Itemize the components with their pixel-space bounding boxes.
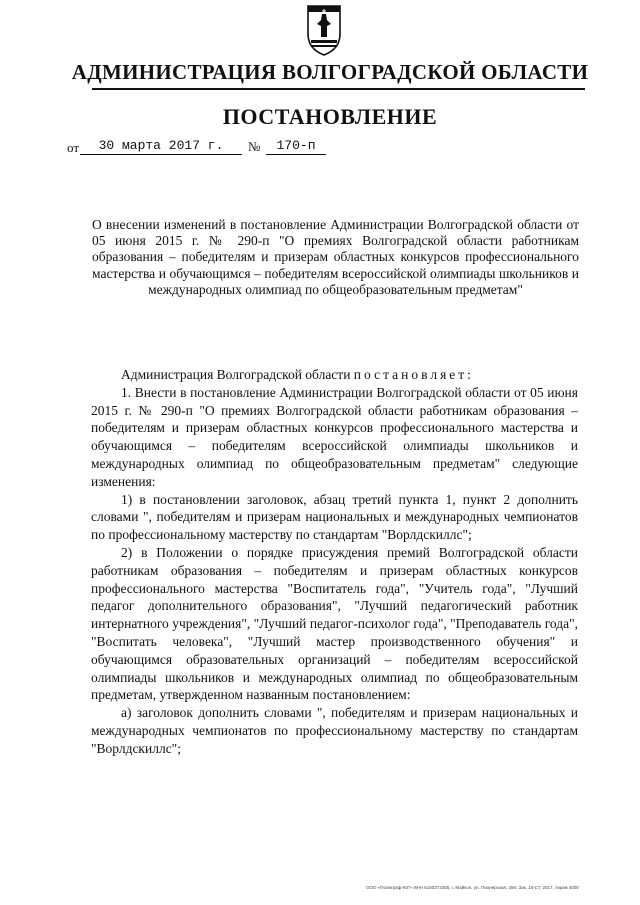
body-paragraph: 1. Внести в постановление Администрации Волгоградской области от 05 июня 2015 г. № 290-п "О премиях Волгоградской области работникам образования – победителям и призерам областных конкурсов профессионального мастерства и обучающимся – победителям всероссийской олимпиады школьников и международных олимпиад по общеобразовательным предметам" следующие изменения: <box>91 384 578 489</box>
number-label: № <box>248 139 261 154</box>
intro-paragraph <box>91 366 578 384</box>
printer-imprint: ООО «Полиграф-ЮГ» ИНН 6150372305, г. Майкоп, ул. Пионерская, 269. Зак. 15-СТ, 2017, тираж 4000 <box>366 885 579 890</box>
body-paragraph: а) заголовок дополнить словами ", победителям и призерам национальных и международных чемпионатов по профессиональному мастерству по стандартам "Ворлдскиллс"; <box>91 705 578 756</box>
document-subject: О внесении изменений в постановление Администрации Волгоградской области от 05 июня 2015 г. № 290-п "О премиях Волгоградской области работникам образования – победителям и призерам областных конкурсов профессионального мастерства и обучающимся – победителям всероссийской олимпиады школьников и международных олимпиад по общеобразовательным предметам" <box>92 217 579 297</box>
header-rule <box>92 88 585 90</box>
body-paragraph: 1) в постановлении заголовок, абзац третий пункта 1, пункт 2 дополнить словами ", победителям и призерам национальных и международных чемпионатов по профессиональному мастерству по стандартам "Ворлдскиллс"; <box>91 491 578 543</box>
intro-verb: постановляет: <box>353 367 474 382</box>
document-number: 170-п <box>266 137 326 155</box>
organization-name: АДМИНИСТРАЦИЯ ВОЛГОГРАДСКОЙ ОБЛАСТИ <box>71 60 589 84</box>
document-body <box>91 366 578 758</box>
coat-of-arms-emblem <box>305 4 343 56</box>
intro-prefix: Администрация Волгоградской области <box>121 367 351 382</box>
document-date: 30 марта 2017 г. <box>80 137 242 155</box>
date-from-label: от <box>67 140 80 155</box>
document-type: ПОСТАНОВЛЕНИЕ <box>222 104 438 129</box>
body-paragraph: 2) в Положении о порядке присуждения премий Волгоградской области работникам образования – победителям и призерам областных конкурсов профессионального мастерства "Воспитатель года", "Учитель года", "Лучший педагог дополнительного образования", "Лучший педагогический работник интернатного учреждения", "Лучший педагог-психолог года", "Преподаватель года", "Воспитать человека", "Лучший мастер производственного обучения" и обучающимся образовательных организаций – победителям всероссийской олимпиады школьников и международных олимпиад по общеобразовательным предметам, утвержденном названным постановлением: <box>91 544 578 703</box>
